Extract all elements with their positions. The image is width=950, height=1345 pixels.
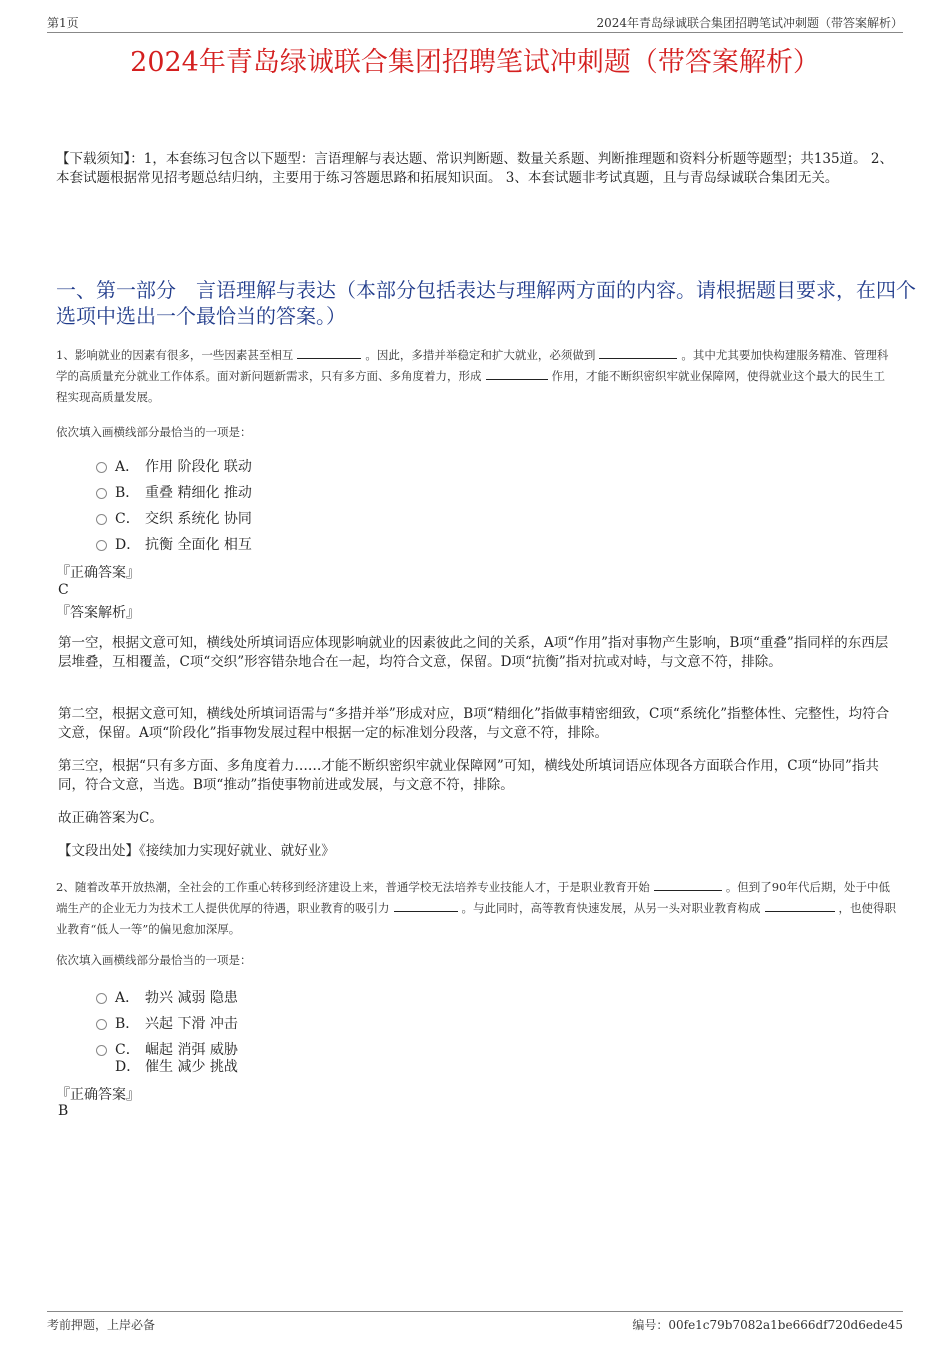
q1-source: 【文段出处】《接续加力实现好就业、就好业》 [58,843,335,859]
radio-icon[interactable] [96,1045,107,1056]
q2-text-2: 。但到了90年代后期，处于中低端生产的企业无力为技术工人提供优厚的待遇，职业教育的吸引力 [56,880,890,915]
option-text: 作用 阶段化 联动 [145,459,252,475]
option-label: B． [115,1016,140,1032]
download-notice: 【下载须知】：1，本套练习包含以下题型：言语理解与表达题、常识判断题、数量关系题、判断推理题和资料分析题等题型；共135道。 2、本套试题根据常见招考题总结归纳，主要用于练习答题思路和拓展知识面。 3、本套试题非考试真题，且与青岛绿诚联合集团无关。 [56,151,893,186]
q1-analysis-3: 第三空，根据“只有多方面、多角度着力……才能不断织密织牢就业保障网”可知，横线处所填词语应体现各方面联合作用，C项“协同”指共同，符合文意，当选。B项“推动”指使事物前进或发展，与文意不符，排除。 [58,758,879,793]
header-doc-title: 2024年青岛绿诚联合集团招聘笔试冲刺题（带答案解析） [596,16,903,30]
option-text: 兴起 下滑 冲击 [145,1016,238,1032]
q2-blank-2 [394,898,458,912]
option-label: A． [115,990,140,1006]
option-text: 催生 减少 挑战 [145,1059,238,1075]
option-text: 重叠 精细化 推动 [145,485,252,501]
q2-prompt: 依次填入画横线部分最恰当的一项是： [56,953,252,967]
radio-icon[interactable] [96,462,107,473]
question-2-stem [56,877,896,940]
q1-blank-1 [297,345,361,359]
section-heading: 一、第一部分 言语理解与表达（本部分包括表达与理解两方面的内容。请根据题目要求，在四个选项中选出一个最恰当的答案。） [56,278,916,328]
option-label: D． [115,1059,141,1075]
q1-blank-3 [486,366,548,380]
q1-analysis-2: 第二空，根据文意可知，横线处所填词语需与“多措并举”形成对应，B项“精细化”指做事精密细致，C项“系统化”指整体性、完整性，均符合文意，保留。A项“阶段化”指事物发展过程中根据一定的标准划分段落，与文意不符，排除。 [58,706,890,741]
document-title: 2024年青岛绿诚联合集团招聘笔试冲刺题（带答案解析） [130,47,820,78]
page-header [47,14,903,33]
q1-answer: C [58,582,69,598]
q2-text-4: ，也使得职业教育“低人一等”的偏见愈加深厚。 [56,901,896,936]
option-text: 交织 系统化 协同 [145,511,252,527]
option-label: A． [115,459,140,475]
q1-text-3: 。其中尤其要加快构建服务精准、管理科学的高质量充分就业工作体系。面对新问题新需求，只有多方面、多角度着力，形成 [56,348,889,383]
option-text: 抗衡 全面化 相互 [145,537,252,553]
q2-text-3: 。与此同时，高等教育快速发展，从另一头对职业教育构成 [461,901,761,915]
radio-icon[interactable] [96,514,107,525]
question-1-stem [56,345,896,408]
radio-icon[interactable] [96,993,107,1004]
q1-prompt: 依次填入画横线部分最恰当的一项是： [56,425,252,439]
q2-blank-1 [654,877,722,891]
radio-icon[interactable] [96,540,107,551]
q1-text-2: 。因此，多措并举稳定和扩大就业，必须做到 [365,348,596,362]
q1-analysis-label: 『答案解析』 [56,605,140,621]
q2-answer-label: 『正确答案』 [56,1087,140,1103]
q1-blank-2 [599,345,677,359]
option-label: D． [115,537,141,553]
footer-doc-id: 编号：00fe1c79b7082a1be666df720d6ede45 [632,1318,903,1332]
page-footer [47,1311,903,1332]
option-label: B． [115,485,140,501]
footer-slogan: 考前押题，上岸必备 [47,1318,156,1332]
q1-text-1: 1、影响就业的因素有很多，一些因素甚至相互 [56,348,294,362]
radio-icon[interactable] [96,488,107,499]
q2-text-1: 2、随着改革开放热潮，全社会的工作重心转移到经济建设上来，普通学校无法培养专业技能人才，于是职业教育开始 [56,880,650,894]
option-text: 崛起 消弭 威胁 [145,1042,238,1058]
radio-icon[interactable] [96,1019,107,1030]
option-label: C． [115,511,140,527]
option-label: C． [115,1042,140,1058]
page-number: 第1页 [47,16,79,30]
q1-conclusion: 故正确答案为C。 [58,810,163,826]
q1-analysis-1: 第一空，根据文意可知，横线处所填词语应体现影响就业的因素彼此之间的关系，A项“作用”指对事物产生影响，B项“重叠”指同样的东西层层堆叠，互相覆盖，C项“交织”形容错杂地合在一起，均符合文意，保留。D项“抗衡”指对抗或对峙，与文意不符，排除。 [58,635,889,670]
q1-text-4: 作用，才能不断织密织牢就业保障网，使得就业这个最大的民生工程实现高质量发展。 [56,369,885,404]
q2-answer: B [58,1103,69,1119]
option-text: 勃兴 减弱 隐患 [145,990,238,1006]
q2-blank-3 [765,898,835,912]
q1-answer-label: 『正确答案』 [56,565,140,581]
